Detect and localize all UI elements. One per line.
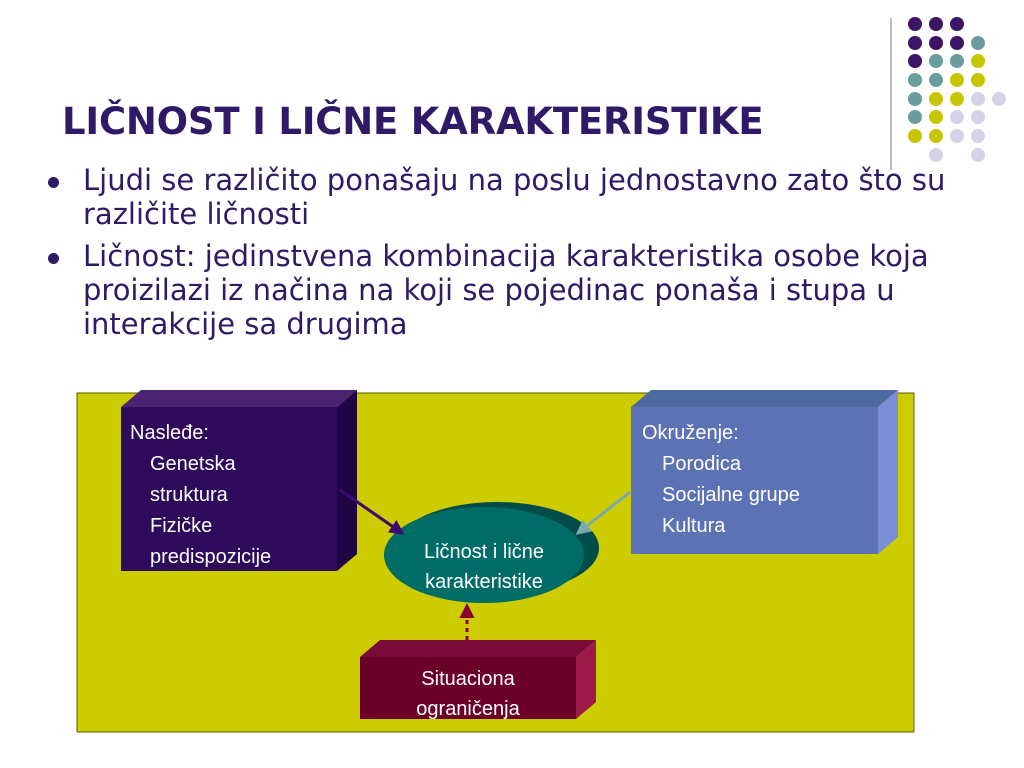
situation-line-1: Situaciona xyxy=(421,668,515,690)
slide-title: LIČNOST I LIČNE KARAKTERISTIKE xyxy=(62,100,764,143)
heredity-text xyxy=(130,418,271,573)
bullet-text: Ljudi se različito ponašaju na poslu jednostavno zato što su različite ličnosti xyxy=(83,163,946,231)
heredity-heading: Nasleđe: xyxy=(130,422,209,444)
situation-line-2: ograničenja xyxy=(416,698,520,720)
heredity-item: struktura xyxy=(150,484,228,506)
environment-item: Socijalne grupe xyxy=(662,484,800,506)
heredity-item: Fizičke xyxy=(150,515,213,537)
environment-heading: Okruženje: xyxy=(642,422,739,444)
situation-text xyxy=(360,664,576,724)
environment-item: Porodica xyxy=(662,453,741,475)
center-text xyxy=(384,537,584,597)
bullet-text: Ličnost: jedinstvena kombinacija karakteristika osobe koja proizilazi iz načina na koji se pojedinac ponaša i stupa u interakcije sa drugima xyxy=(83,239,929,341)
environment-item: Kultura xyxy=(662,515,726,537)
center-line-2: karakteristike xyxy=(425,571,543,593)
environment-text xyxy=(642,418,800,542)
center-line-1: Ličnost i lične xyxy=(423,541,545,563)
heredity-item: predispozicije xyxy=(150,546,272,568)
heredity-item: Genetska xyxy=(150,453,236,475)
